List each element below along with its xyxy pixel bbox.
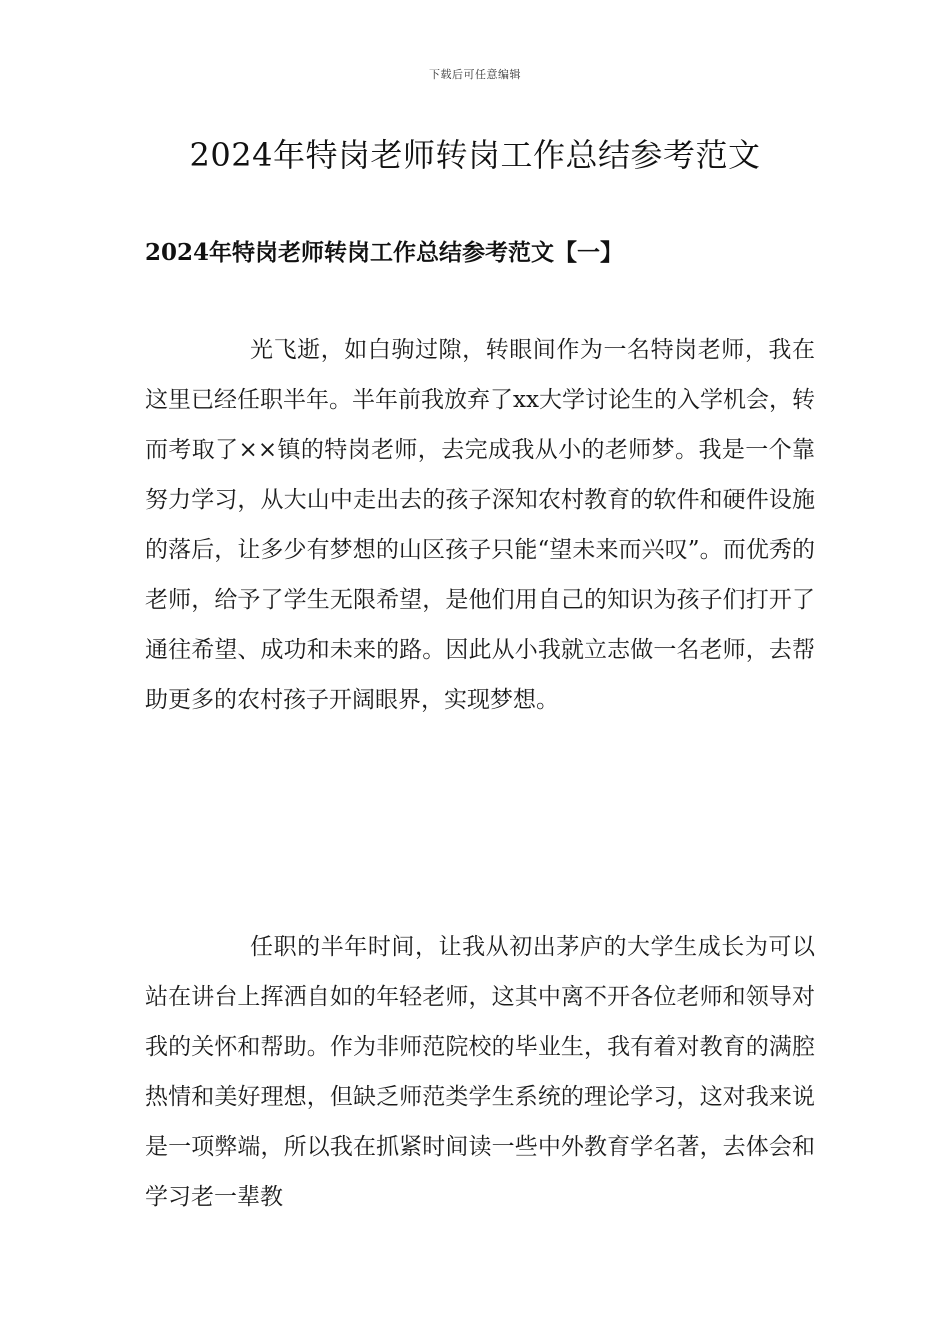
body-paragraph-1: 光飞逝，如白驹过隙，转眼间作为一名特岗老师，我在这里已经任职半年。半年前我放弃了xx大学讨论生的入学机会，转而考取了××镇的特岗老师，去完成我从小的老师梦。我是一个靠努力学习，从大山中走出去的孩子深知农村教育的软件和硬件设施的落后，让多少有梦想的山区孩子只能“望未来而兴叹”。而优秀的老师，给予了学生无限希望，是他们用自己的知识为孩子们打开了通往希望、成功和未来的路。因此从小我就立志做一名老师，去帮助更多的农村孩子开阔眼界，实现梦想。 [145, 337, 815, 713]
body-paragraph-2: 任职的半年时间，让我从初出茅庐的大学生成长为可以站在讲台上挥洒自如的年轻老师，这其中离不开各位老师和领导对我的关怀和帮助。作为非师范院校的毕业生，我有着对教育的满腔热情和美好理想，但缺乏师范类学生系统的理论学习，这对我来说是一项弊端，所以我在抓紧时间读一些中外教育学名著，去体会和学习老一辈教 [145, 934, 815, 1210]
header-note: 下载后可任意编辑 [429, 68, 521, 81]
section-heading: 2024年特岗老师转岗工作总结参考范文【一】 [145, 239, 624, 266]
page-title: 2024年特岗老师转岗工作总结参考范文 [189, 136, 761, 174]
